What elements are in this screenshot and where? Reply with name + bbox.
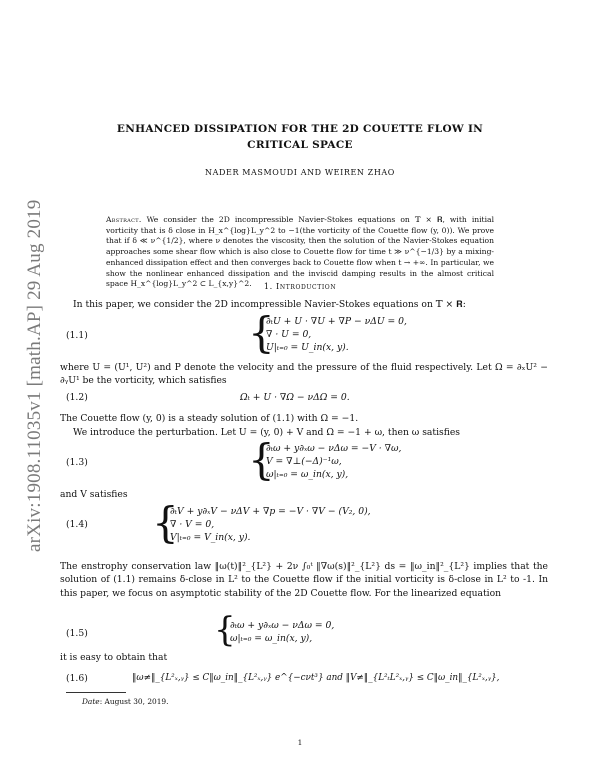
equation-1-2: Ωₜ + U · ∇Ω − νΔΩ = 0. [240,392,350,403]
equation-number-1-1: (1.1) [66,330,88,341]
footnote [82,697,169,706]
equation-1-3-line-2: V = ∇⊥(−Δ)⁻¹ω, [266,456,342,467]
equation-1-4-line-3: V|ₜ₌₀ = V_in(x, y). [170,532,251,543]
footnote-text: : August 30, 2019. [99,697,169,706]
left-brace: { [248,308,275,357]
equation-number-1-4: (1.4) [66,519,88,530]
equation-1-5-line-1: ∂ₜω + y∂ₓω − νΔω = 0, [230,620,335,631]
body-paragraph-5: The enstrophy conservation law ‖ω(t)‖²_{L²} + 2ν ∫₀ᵗ ‖∇ω(s)‖²_{L²} ds = ‖ω_in‖²_{L²} implies that the solution of (1.1) remains δ-close in L² to the Couette flow if the initial vorticity is δ-close in L² to -1. In this paper, we focus on asymptotic stability of the 2D Couette flow. For the linearized equation [60,561,548,599]
title-line-2: CRITICAL SPACE [247,139,353,151]
title-line-1: ENHANCED DISSIPATION FOR THE 2D COUETTE FLOW IN [116,123,484,135]
body-paragraph-1: In this paper, we consider the 2D incompressible Navier-Stokes equations on 𝕋 × 𝐑: [73,299,466,310]
body-paragraph-3a: The Couette flow (y, 0) is a steady solution of (1.1) with Ω = −1. [60,413,359,424]
body-paragraph-4: and V satisfies [60,489,128,500]
abstract-text: We consider the 2D incompressible Navier-Stokes equations on 𝕋 × 𝐑, with initial vorticity that is δ close in H_x^{log}L_y^2 to −1(the vorticity of the Couette flow (y, 0)). We prove that if δ ≪ ν^{1/2}, where ν denotes the viscosity, then the solution of the Navier-Stokes equation approaches some shear flow which is also close to Couette flow for time t ≫ ν^{−1/3} by a mixing-enhanced dissipation effect and then converges back to Couette flow when t → +∞. In particular, we show the nonlinear enhanced dissipation and the inviscid damping results in the almost critical space H_x^{log}L_y^2 ⊂ L_{x,y}^2. [106,215,494,289]
equation-number-1-5: (1.5) [66,628,88,639]
authors: NADER MASMOUDI AND WEIREN ZHAO [205,168,395,177]
equation-1-1-line-2: ∇ · U = 0, [266,329,312,340]
abstract-label: Abstract. [106,215,142,224]
equation-1-4-line-2: ∇ · V = 0, [170,519,215,530]
equation-1-4-line-1: ∂ₜV + y∂ₓV − νΔV + ∇p = −V · ∇V − (V₂, 0), [170,506,371,517]
equation-number-1-2: (1.2) [66,392,88,403]
paper-title [60,121,540,153]
left-brace: { [248,435,275,484]
left-brace: { [214,610,236,650]
equation-1-1-line-3: U|ₜ₌₀ = U_in(x, y). [266,342,349,353]
equation-1-3-line-3: ω|ₜ₌₀ = ω_in(x, y), [266,469,349,480]
footnote-rule [66,692,126,693]
body-paragraph-3b: We introduce the perturbation. Let U = (y, 0) + V and Ω = −1 + ω, then ω satisfies [73,427,461,438]
equation-1-1-line-1: ∂ₜU + U · ∇U + ∇P − νΔU = 0, [266,316,407,327]
equation-number-1-6: (1.6) [66,673,88,684]
equation-1-6: ‖ω≠‖_{L²ₓ,ᵧ} ≤ C‖ω_in‖_{L²ₓ,ᵧ} e^{−cνt³} and ‖V≠‖_{L²ₜL²ₓ,ᵧ} ≤ C‖ω_in‖_{L²ₓ,ᵧ}, [132,673,500,683]
section-heading: 1. Introduction [263,281,337,291]
left-brace: { [152,498,179,547]
equation-1-3-line-1: ∂ₜω + y∂ₓω − νΔω = −V · ∇ω, [266,443,402,454]
arxiv-identifier: arXiv:1908.11035v1 [math.AP] 29 Aug 2019 [24,199,45,552]
body-paragraph-6: it is easy to obtain that [60,652,168,663]
page-number: 1 [297,738,303,747]
footnote-label: Date [82,697,100,706]
equation-number-1-3: (1.3) [66,457,88,468]
abstract [106,215,494,290]
body-paragraph-2: where U = (U¹, U²) and P denote the velocity and the pressure of the fluid respectively. Let Ω = ∂ₓU² − ∂ᵧU¹ be the vorticity, which satisfies [60,362,548,387]
equation-1-5-line-2: ω|ₜ₌₀ = ω_in(x, y), [230,633,313,644]
